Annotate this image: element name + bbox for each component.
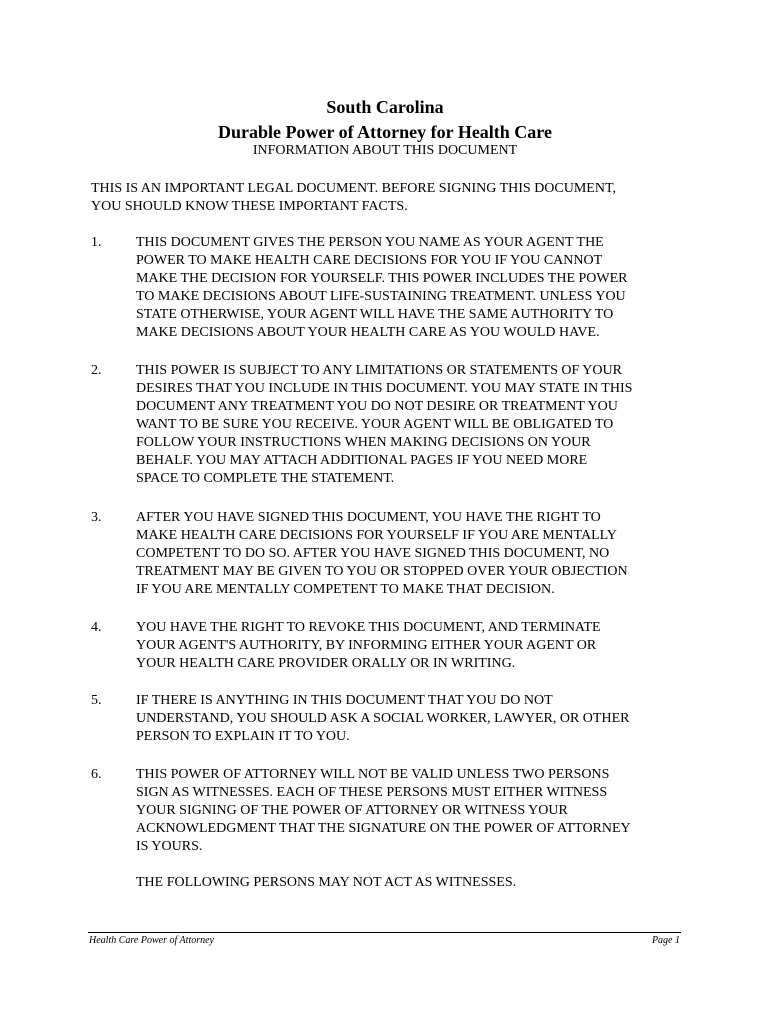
item-line: THIS POWER IS SUBJECT TO ANY LIMITATIONS OR STATEMENTS OF YOUR [136, 363, 622, 378]
item-line: COMPETENT TO DO SO. AFTER YOU HAVE SIGNED THIS DOCUMENT, NO [136, 546, 610, 561]
item-line: YOU HAVE THE RIGHT TO REVOKE THIS DOCUMENT, AND TERMINATE [136, 620, 601, 635]
item-line: WANT TO BE SURE YOU RECEIVE. YOUR AGENT WILL BE OBLIGATED TO [136, 417, 614, 432]
item-line: AFTER YOU HAVE SIGNED THIS DOCUMENT, YOU HAVE THE RIGHT TO [136, 510, 601, 525]
item-line: DOCUMENT ANY TREATMENT YOU DO NOT DESIRE OR TREATMENT YOU [136, 399, 618, 414]
item-line: THIS POWER OF ATTORNEY WILL NOT BE VALID UNLESS TWO PERSONS [136, 767, 610, 782]
item-text [136, 619, 684, 673]
document-state: South Carolina [326, 97, 444, 117]
item-text [136, 692, 684, 746]
item-line: MAKE DECISIONS ABOUT YOUR HEALTH CARE AS YOU WOULD HAVE. [136, 325, 600, 340]
witness-restriction-heading: THE FOLLOWING PERSONS MAY NOT ACT AS WITNESSES. [136, 875, 517, 890]
item-line: ACKNOWLEDGMENT THAT THE SIGNATURE ON THE POWER OF ATTORNEY [136, 821, 631, 836]
item-line: THIS DOCUMENT GIVES THE PERSON YOU NAME AS YOUR AGENT THE [136, 235, 604, 250]
item-number: 4. [91, 620, 102, 635]
item-text [136, 509, 684, 599]
item-number: 3. [91, 510, 102, 525]
item-line: SPACE TO COMPLETE THE STATEMENT. [136, 471, 395, 486]
intro-paragraph [91, 180, 681, 216]
item-line: IF THERE IS ANYTHING IN THIS DOCUMENT THAT YOU DO NOT [136, 693, 553, 708]
item-line: PERSON TO EXPLAIN IT TO YOU. [136, 729, 350, 744]
intro-line-1: THIS IS AN IMPORTANT LEGAL DOCUMENT. BEFORE SIGNING THIS DOCUMENT, [91, 181, 616, 196]
item-line: STATE OTHERWISE, YOUR AGENT WILL HAVE THE SAME AUTHORITY TO [136, 307, 614, 322]
intro-line-2: YOU SHOULD KNOW THESE IMPORTANT FACTS. [91, 199, 408, 214]
item-number: 2. [91, 363, 102, 378]
item-line: FOLLOW YOUR INSTRUCTIONS WHEN MAKING DECISIONS ON YOUR [136, 435, 591, 450]
item-line: YOUR SIGNING OF THE POWER OF ATTORNEY OR WITNESS YOUR [136, 803, 568, 818]
footer-document-name: Health Care Power of Attorney [89, 935, 214, 946]
item-line: DESIRES THAT YOU INCLUDE IN THIS DOCUMENT. YOU MAY STATE IN THIS [136, 381, 633, 396]
item-line: MAKE THE DECISION FOR YOURSELF. THIS POWER INCLUDES THE POWER [136, 271, 628, 286]
footer-page-number: Page 1 [651, 935, 680, 946]
item-line: IF YOU ARE MENTALLY COMPETENT TO MAKE THAT DECISION. [136, 582, 555, 597]
item-line: IS YOURS. [136, 839, 203, 854]
item-line: MAKE HEALTH CARE DECISIONS FOR YOURSELF IF YOU ARE MENTALLY [136, 528, 617, 543]
item-line: TREATMENT MAY BE GIVEN TO YOU OR STOPPED OVER YOUR OBJECTION [136, 564, 628, 579]
item-number: 5. [91, 693, 102, 708]
item-number: 1. [91, 235, 102, 250]
item-line: POWER TO MAKE HEALTH CARE DECISIONS FOR YOU IF YOU CANNOT [136, 253, 603, 268]
item-text [136, 766, 684, 892]
item-line: YOUR AGENT'S AUTHORITY, BY INFORMING EITHER YOUR AGENT OR [136, 638, 597, 653]
item-line: UNDERSTAND, YOU SHOULD ASK A SOCIAL WORKER, LAWYER, OR OTHER [136, 711, 630, 726]
document-subtitle: INFORMATION ABOUT THIS DOCUMENT [252, 143, 518, 158]
item-line: BEHALF. YOU MAY ATTACH ADDITIONAL PAGES IF YOU NEED MORE [136, 453, 588, 468]
item-number: 6. [91, 767, 102, 782]
footer-divider [88, 932, 681, 933]
item-line: SIGN AS WITNESSES. EACH OF THESE PERSONS MUST EITHER WITNESS [136, 785, 608, 800]
item-text [136, 234, 684, 342]
item-text [136, 362, 684, 488]
document-title: Durable Power of Attorney for Health Care [218, 122, 552, 142]
item-line: YOUR HEALTH CARE PROVIDER ORALLY OR IN WRITING. [136, 656, 516, 671]
item-line: TO MAKE DECISIONS ABOUT LIFE-SUSTAINING TREATMENT. UNLESS YOU [136, 289, 626, 304]
